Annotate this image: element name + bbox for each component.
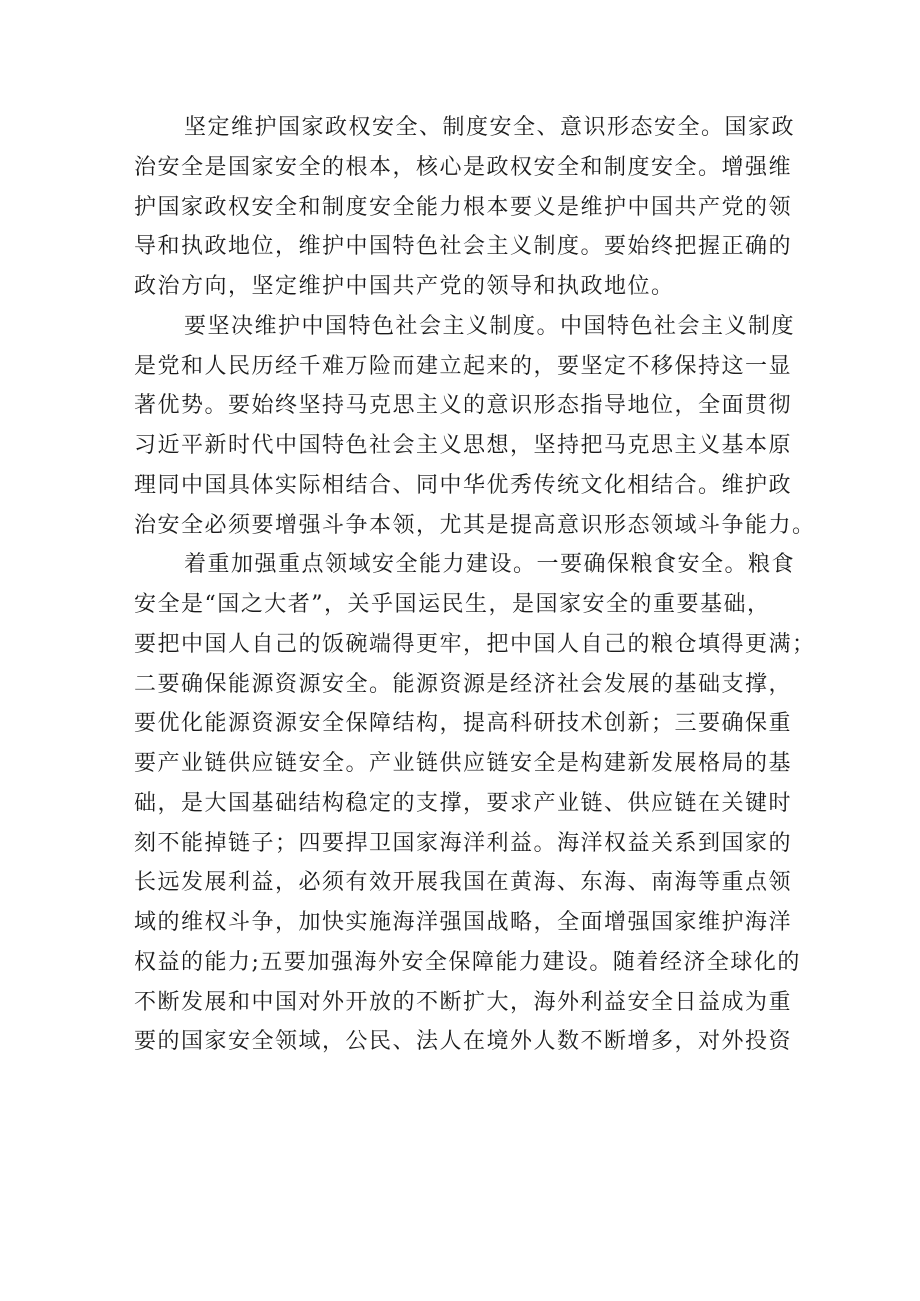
text-line: 治安全必须要增强斗争本领，尤其是提高意识形态领域斗争能力。 [134, 512, 816, 538]
text-line: 权益的能力;五要加强海外安全保障能力建设。随着经济全球化的 [134, 949, 801, 975]
text-line: 域的维权斗争，加快实施海洋强国战略，全面增强国家维护海洋 [134, 910, 793, 935]
paragraph [134, 545, 816, 1062]
text-line: 著优势。要始终坚持马克思主义的意识形态指导地位，全面贯彻 [134, 393, 793, 419]
paragraph [134, 108, 794, 307]
text-line: 要优化能源资源安全保障结构，提高科研技术创新；三要确保重 [134, 711, 793, 737]
text-line: 坚定维护国家政权安全、制度安全、意识形态安全。国家政 [184, 115, 796, 140]
text-line: 导和执政地位，维护中国特色社会主义制度。要始终把握正确的 [134, 234, 793, 260]
text-line: 习近平新时代中国特色社会主义思想，坚持把马克思主义基本原 [134, 433, 793, 458]
text-line: 政治方向，坚定维护中国共产党的领导和执政地位。 [134, 274, 675, 299]
text-line: 着重加强重点领域安全能力建设。一要确保粮食安全。粮食 [184, 552, 796, 578]
text-line: 长远发展利益，必须有效开展我国在黄海、东海、南海等重点领 [134, 870, 793, 896]
text-line: 要坚决维护中国特色社会主义制度。中国特色社会主义制度 [184, 313, 796, 339]
text-line: 安全是“国之大者”，关乎国运民生，是国家安全的重要基础， [134, 592, 771, 617]
text-line: 要把中国人自己的饭碗端得更牢，把中国人自己的粮仓填得更满； [134, 631, 816, 657]
text-line: 治安全是国家安全的根本，核心是政权安全和制度安全。增强维 [134, 154, 793, 180]
text-line: 础，是大国基础结构稳定的支撑，要求产业链、供应链在关键时 [134, 790, 793, 816]
text-line: 不断发展和中国对外开放的不断扩大，海外利益安全日益成为重 [134, 989, 793, 1015]
text-line: 护国家政权安全和制度安全能力根本要义是维护中国共产党的领 [134, 194, 793, 220]
text-line: 是党和人民历经千难万险而建立起来的，要坚定不移保持这一显 [134, 353, 793, 379]
text-line: 理同中国具体实际相结合、同中华优秀传统文化相结合。维护政 [134, 472, 793, 498]
text-line: 要的国家安全领域，公民、法人在境外人数不断增多，对外投资 [134, 1029, 793, 1055]
paragraph [134, 307, 816, 546]
text-line: 刻不能掉链子；四要捍卫国家海洋利益。海洋权益关系到国家的 [134, 830, 793, 856]
text-line: 二要确保能源资源安全。能源资源是经济社会发展的基础支撑， [134, 671, 793, 697]
body-text [134, 108, 816, 1062]
text-line: 要产业链供应链安全。产业链供应链安全是构建新发展格局的基 [134, 751, 793, 776]
